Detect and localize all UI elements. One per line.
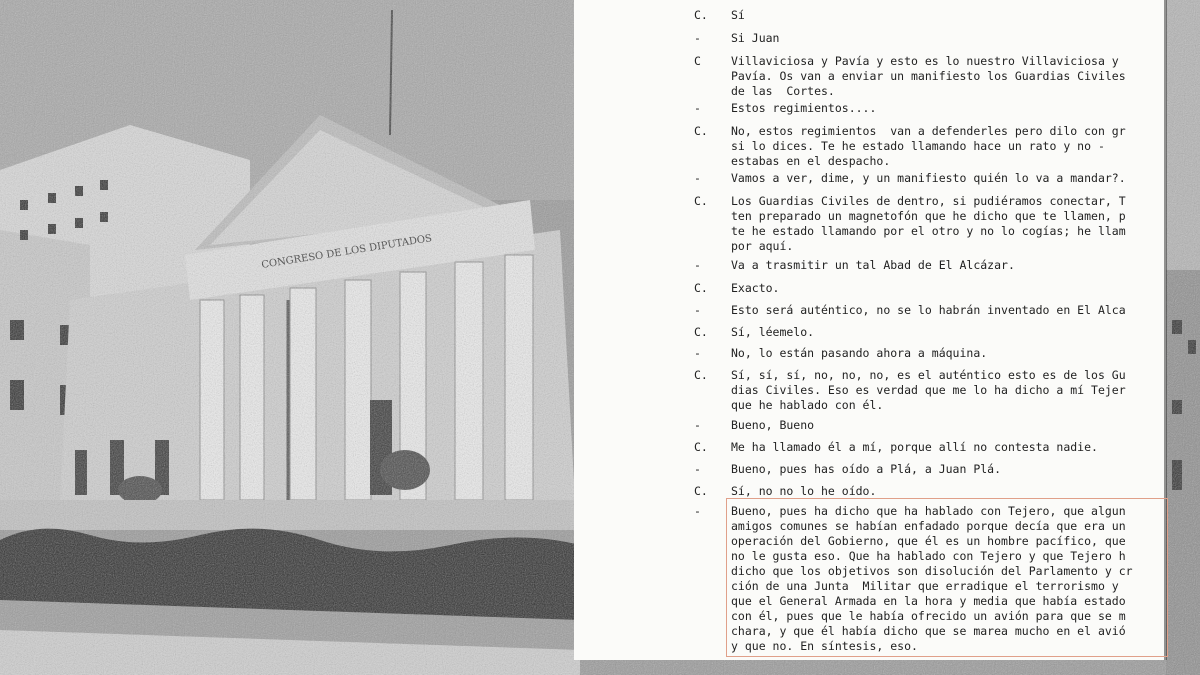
transcript-entry — [574, 418, 1166, 440]
speaker-label: - — [694, 462, 701, 476]
speaker-label: C. — [694, 194, 708, 208]
transcript-text: Esto será auténtico, no se lo habrán inventado en El Alca — [731, 303, 1126, 317]
speaker-label: C. — [694, 440, 708, 454]
speaker-label: C. — [694, 124, 708, 138]
transcript-text: Estos regimientos.... — [731, 101, 877, 115]
transcript-text: Vamos a ver, dime, y un manifiesto quién lo va a mandar?. — [731, 171, 1126, 185]
transcript-entry — [574, 54, 1166, 98]
transcript-entry — [574, 368, 1166, 412]
transcript-text: Si Juan — [731, 31, 780, 45]
transcript-entry — [574, 258, 1166, 280]
speaker-label: - — [694, 31, 701, 45]
transcript-entry — [574, 504, 1166, 653]
speaker-label: C. — [694, 8, 708, 22]
transcript-text: Va a trasmitir un tal Abad de El Alcázar. — [731, 258, 1015, 272]
transcript-text: Bueno, pues ha dicho que ha hablado con Tejero, que algun amigos comunes se habían enfadado porque decía que era un operación del Gobierno, que él es un hombre pacífico, que no le gusta eso. Que ha hablado con Tejero y que Tejero h dicho que los objetivos son disolución del Parlamento y cr ción de una Junta Militar que erradique el terrorismo y que el General Armada en la hora y media que había estado con él, pues que le había ofrecido un avión para que se m chara, y que él había dicho que se marea mucho en el avió y que no. En síntesis, eso. — [731, 504, 1133, 653]
speaker-label: C. — [694, 281, 708, 295]
transcript-entry — [574, 303, 1166, 325]
transcript-text: Exacto. — [731, 281, 780, 295]
transcript-text: No, lo están pasando ahora a máquina. — [731, 346, 988, 360]
transcript-entry — [574, 484, 1166, 506]
transcript-entry — [574, 346, 1166, 368]
speaker-label: - — [694, 504, 701, 518]
transcript-text: No, estos regimientos van a defenderles pero dilo con gr si lo dices. Te he estado llamando hace un rato y no - estabas en el despacho. — [731, 124, 1126, 168]
transcript-text: Bueno, pues has oído a Plá, a Juan Plá. — [731, 462, 1002, 476]
transcript-text: Sí, no no lo he oído. — [731, 484, 877, 498]
speaker-label: - — [694, 101, 701, 115]
transcript-entry — [574, 101, 1166, 123]
transcript-entry — [574, 8, 1166, 30]
speaker-label: C. — [694, 368, 708, 382]
transcript-text: Sí, sí, sí, no, no, no, es el auténtico esto es de los Gu dias Civiles. Eso es verdad que me lo ha dicho a mí Tejer que he hablado con él. — [731, 368, 1126, 412]
transcript-text: Los Guardias Civiles de dentro, si pudiéramos conectar, T ten preparado un magnetofón que he dicho que te llamen, p te he estado llamando por el otro y no lo cogías; he llam por aquí. — [731, 194, 1126, 253]
transcript-entry — [574, 462, 1166, 484]
transcript-text: Sí, léemelo. — [731, 325, 815, 339]
transcript-text: Me ha llamado él a mí, porque allí no contesta nadie. — [731, 440, 1098, 454]
transcript-entry — [574, 124, 1166, 168]
transcript-entry — [574, 171, 1166, 193]
speaker-label: - — [694, 346, 701, 360]
speaker-label: C. — [694, 484, 708, 498]
transcript-entry — [574, 440, 1166, 462]
speaker-label: C. — [694, 325, 708, 339]
speaker-label: C — [694, 54, 701, 68]
page-edge-shadow — [1164, 0, 1167, 660]
transcript-entry — [574, 325, 1166, 347]
speaker-label: - — [694, 418, 701, 432]
transcript-text: Villaviciosa y Pavía y esto es lo nuestro Villaviciosa y Pavía. Os van a enviar un manifiesto los Guardias Civiles de las Cortes. — [731, 54, 1126, 98]
speaker-label: - — [694, 303, 701, 317]
speaker-label: - — [694, 258, 701, 272]
transcript-entry — [574, 31, 1166, 53]
transcript-text: Bueno, Bueno — [731, 418, 815, 432]
transcript-entry — [574, 281, 1166, 303]
speaker-label: - — [694, 171, 701, 185]
transcript-document — [574, 0, 1166, 660]
transcript-entry — [574, 194, 1166, 253]
transcript-text: Sí — [731, 8, 745, 22]
